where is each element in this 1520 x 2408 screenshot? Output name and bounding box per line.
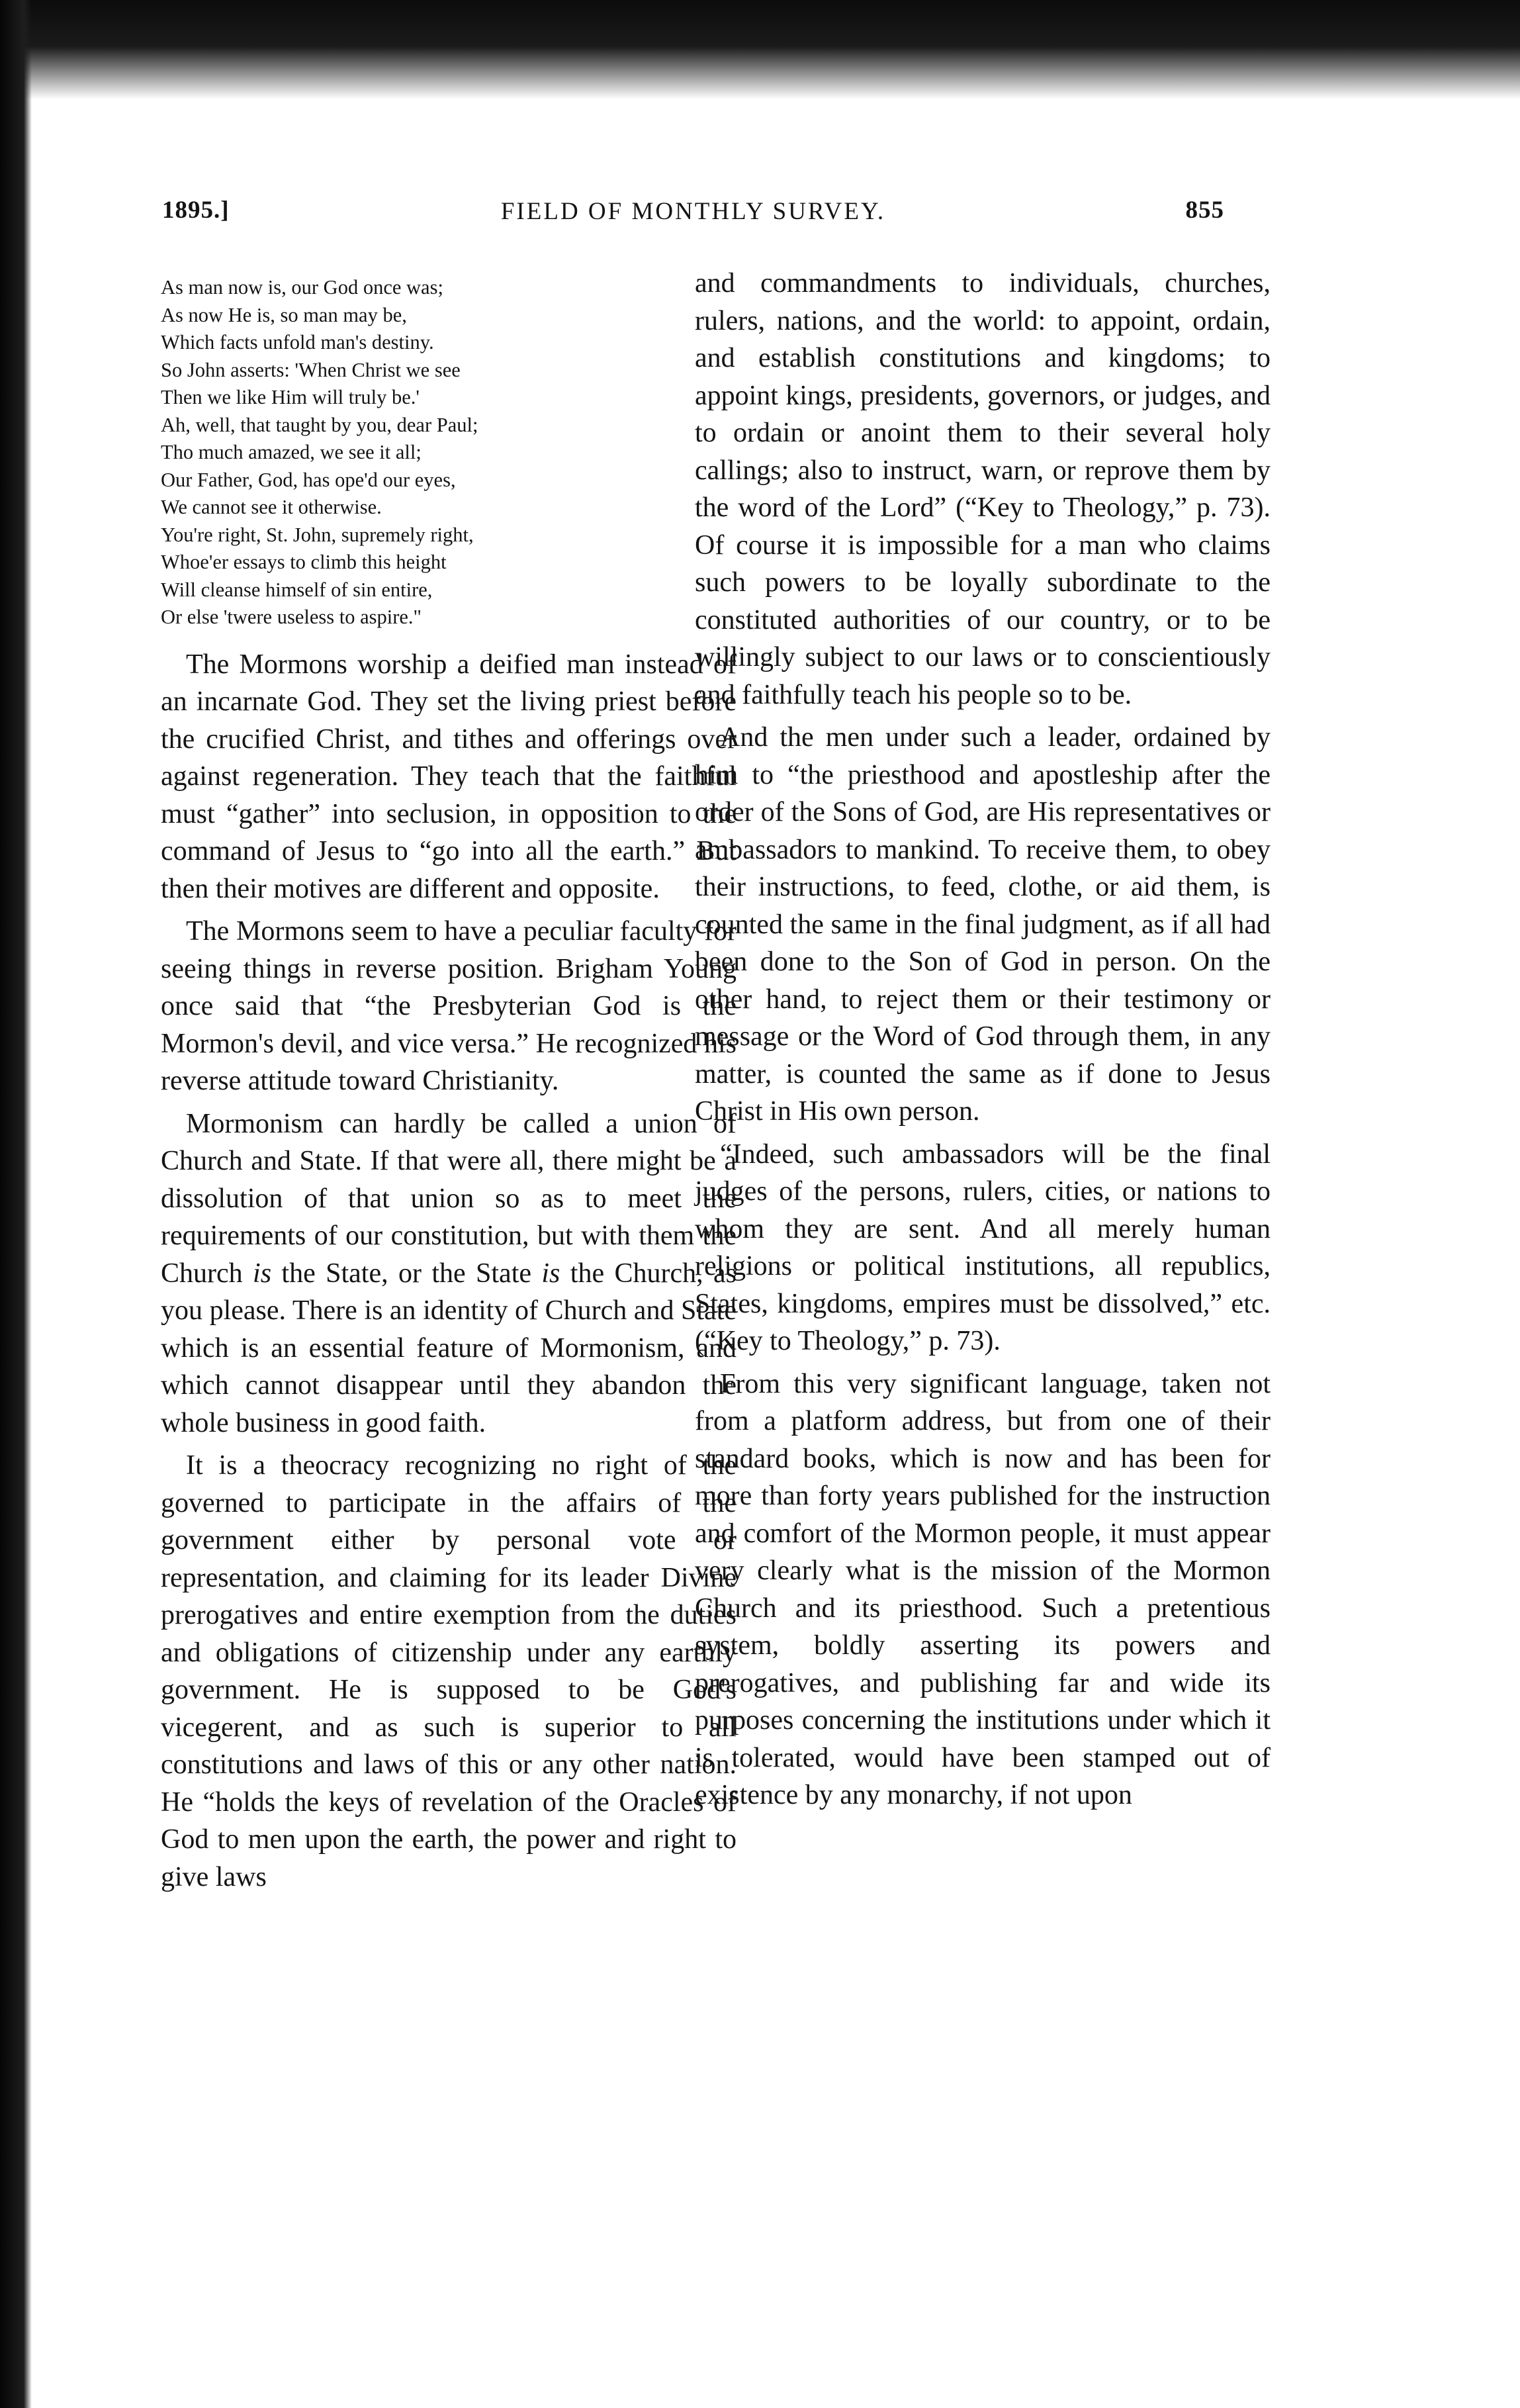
paragraph: The Mormons seem to have a peculiar faculty for seeing things in reverse position. Brigham Young once said that “the Presbyterian God is the Mormon's devil, and vice versa.” He recognized his reverse attitude toward Christianity.: [161, 916, 737, 1096]
left-column: [161, 274, 737, 1896]
running-head-year: 1895.]: [162, 197, 230, 224]
paragraph-continued: and commandments to individuals, churches, rulers, nations, and the world: to appoint, ordain, and establish constitutions and kingdoms; to appoint kings, presidents, governors, or judges, and to ordain or anoint them to their several holy callings; also to instruct, warn, or reprove them by the word of the Lord” (“Key to Theology,” p. 73). Of course it is impossible for a man who claims such powers to be loyally subordinate to the constituted authorities of our country, or to be willingly subject to our laws or to conscientiously and faithfully teach his people so to be.: [695, 268, 1271, 710]
verse-line: Will cleanse himself of sin entire,: [161, 578, 433, 601]
verse-line: Ah, well, that taught by you, dear Paul;: [161, 413, 478, 436]
verse-line: Which facts unfold man's destiny.: [161, 331, 434, 353]
page-number: 855: [1185, 197, 1224, 224]
verse-quotation: [161, 274, 737, 631]
paragraph: The Mormons worship a deified man instead of an incarnate God. They set the living priest before the crucified Christ, and tithes and offerings over against regeneration. They teach that the faithful must “gather” into seclusion, in opposition to the command of Jesus to “go into all the earth.” But then their motives are different and opposite.: [161, 649, 737, 904]
verse-line: As now He is, so man may be,: [161, 303, 407, 326]
verse-line: Whoe'er essays to climb this height: [161, 551, 447, 573]
emphasis-is: is: [253, 1258, 272, 1289]
paragraph-church-and-state: [161, 1105, 737, 1442]
verse-line: Tho much amazed, we see it all;: [161, 441, 422, 463]
verse-line: Or else 'twere useless to aspire.": [161, 606, 422, 628]
verse-line: So John asserts: 'When Christ we see: [161, 358, 461, 381]
verse-line: Our Father, God, has ope'd our eyes,: [161, 468, 456, 491]
paragraph-text: Mormonism can hardly be called a union of Church and State. If that were all, there might be a dissolution of that union so as to meet the requirements of our constitution, but with them the Church: [161, 1108, 737, 1289]
verse-line: You're right, St. John, supremely right,: [161, 523, 474, 546]
paragraph: “Indeed, such ambassadors will be the final judges of the persons, rulers, cities, or nations to whom they are sent. And all merely human religions or political institutions, all republics, States, kingdoms, empires must be dissolved,” etc. (“Key to Theology,” p. 73).: [695, 1138, 1271, 1356]
running-head: [162, 196, 1224, 236]
emphasis-is: is: [541, 1258, 560, 1289]
paragraph: From this very significant language, taken not from a platform address, but from one of their standard books, which is now and has been for more than forty years published for the instruction and comfort of the Mormon people, it must appear very clearly what is the mission of the Mormon Church and its priesthood. Such a pretentious system, boldly asserting its powers and prerogatives, and publishing far and wide its purposes concerning the institutions under which it is tolerated, would have been stamped out of existence by any monarchy, if not upon: [695, 1368, 1271, 1810]
paragraph-text: the State, or the State: [271, 1258, 542, 1289]
verse-line: We cannot see it otherwise.: [161, 496, 382, 518]
verse-line: As man now is, our God once was;: [161, 276, 443, 299]
paragraph: And the men under such a leader, ordained by him to “the priesthood and apostleship after the order of the Sons of God, are His representatives or ambassadors to mankind. To receive them, to obey their instructions, to feed, clothe, or aid them, is counted the same in the final judgment, as if all had been done to the Son of God in person. On the other hand, to reject them or their testimony or message or the Word of God through them, in any matter, is counted the same as if done to Jesus Christ in His own person.: [695, 722, 1271, 1127]
verse-line: Then we like Him will truly be.': [161, 386, 420, 408]
running-head-title: FIELD OF MONTHLY SURVEY.: [500, 198, 886, 225]
paragraph: It is a theocracy recognizing no right of the governed to participate in the affairs of the government either by personal vote or representation, and claiming for its leader Divine prerogatives and entire exemption from the duties and obligations of citizenship under any earthly government. He is supposed to be God's vicegerent, and as such is superior to all constitutions and laws of this or any other nation. He “holds the keys of revelation of the Oracles of God to men upon the earth, the power and right to give laws: [161, 1450, 737, 1892]
paragraph-text: the Church, as you please. There is an identity of Church and State which is an essential feature of Mormonism, and which cannot disappear until they abandon the whole business in good faith.: [161, 1258, 737, 1438]
right-column: [695, 265, 1271, 1814]
